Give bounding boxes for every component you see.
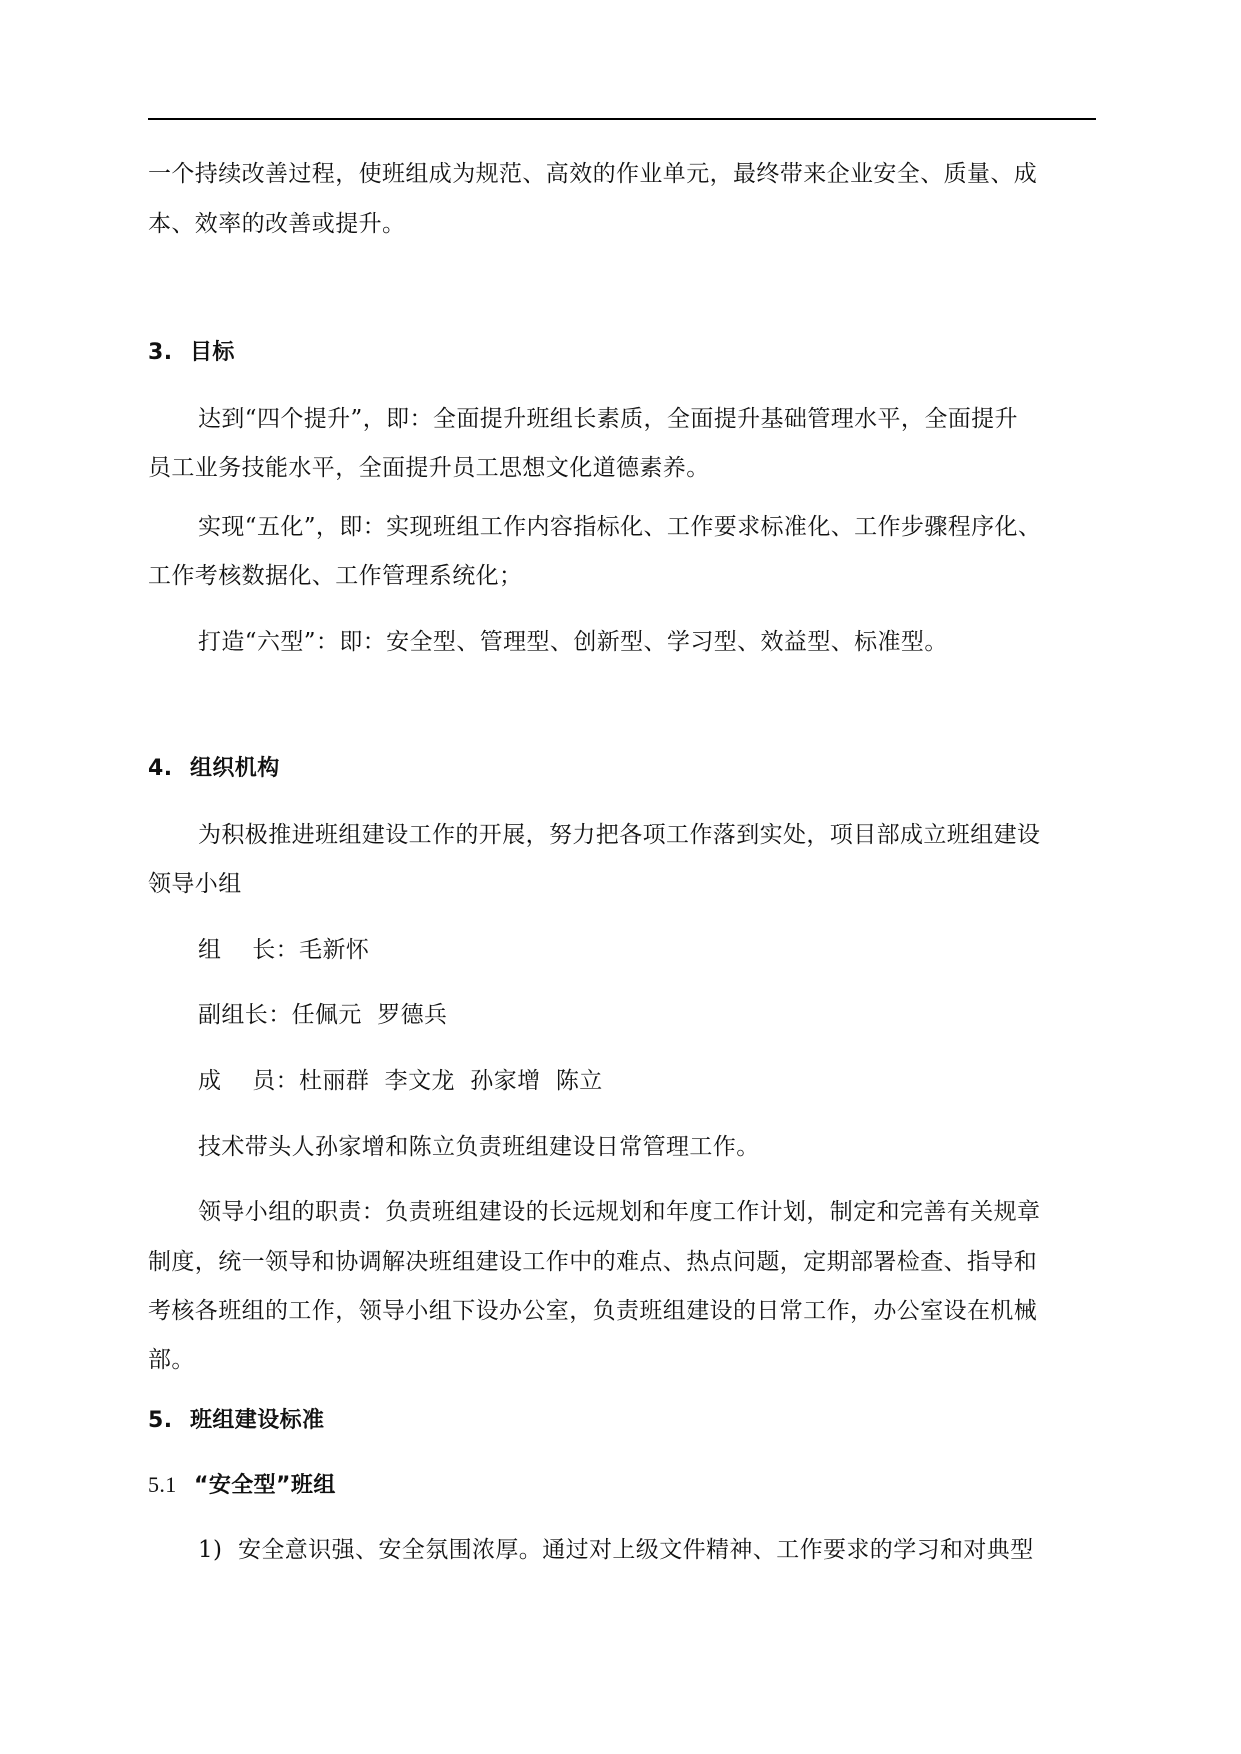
section-4-p3-line-4: 部。 [148,1347,195,1373]
section-4-p3-line-3: 考核各班组的工作，领导小组下设办公室，负责班组建设的日常工作，办公室设在机械 [148,1298,1038,1324]
section-4-p3-line-1: 领导小组的职责：负责班组建设的长远规划和年度工作计划，制定和完善有关规章 [198,1199,1041,1225]
item-1-line [198,1535,1034,1565]
subsection-5-1-number: 5.1 [148,1472,177,1497]
section-5-heading [148,1406,324,1436]
section-3-p3-line-1: 打造“六型”：即：安全型、管理型、创新型、学习型、效益型、标准型。 [198,629,948,655]
item-1-number: 1) [198,1537,223,1563]
members-line: 成 员：杜丽群 李文龙 孙家增 陈立 [198,1068,603,1094]
section-4-p2: 技术带头人孙家增和陈立负责班组建设日常管理工作。 [198,1134,760,1160]
leader-line: 组 长：毛新怀 [198,937,370,963]
section-3-p1-line-2: 员工业务技能水平，全面提升员工思想文化道德素养。 [148,455,710,481]
section-4-p3-line-2: 制度，统一领导和协调解决班组建设工作中的难点、热点问题，定期部署检查、指导和 [148,1249,1038,1275]
section-3-p2-line-1: 实现“五化”，即：实现班组工作内容指标化、工作要求标准化、工作步骤程序化、 [198,514,1042,540]
section-4-number: 4. [148,756,173,781]
section-5-number: 5. [148,1408,173,1433]
section-4-p1-line-1: 为积极推进班组建设工作的开展，努力把各项工作落到实处，项目部成立班组建设 [198,822,1041,848]
intro-line-2: 本、效率的改善或提升。 [148,211,406,237]
deputy-line: 副组长：任佩元 罗德兵 [198,1002,448,1028]
header-rule [148,118,1096,120]
subsection-5-1-heading [148,1470,336,1501]
section-3-heading [148,338,235,368]
section-3-title: 目标 [190,340,235,365]
section-4-p1-line-2: 领导小组 [148,871,242,897]
subsection-5-1-title: “安全型”班组 [194,1473,336,1498]
intro-line-1: 一个持续改善过程，使班组成为规范、高效的作业单元，最终带来企业安全、质量、成 [148,161,1038,187]
section-4-heading [148,754,280,784]
section-5-title: 班组建设标准 [190,1408,325,1433]
section-3-p2-line-2: 工作考核数据化、工作管理系统化； [148,563,523,589]
section-4-title: 组织机构 [190,756,280,781]
item-1-text: 安全意识强、安全氛围浓厚。通过对上级文件精神、工作要求的学习和对典型 [238,1537,1034,1563]
section-3-p1-line-1: 达到“四个提升”，即：全面提升班组长素质，全面提升基础管理水平，全面提升 [198,406,1018,432]
section-3-number: 3. [148,340,173,365]
